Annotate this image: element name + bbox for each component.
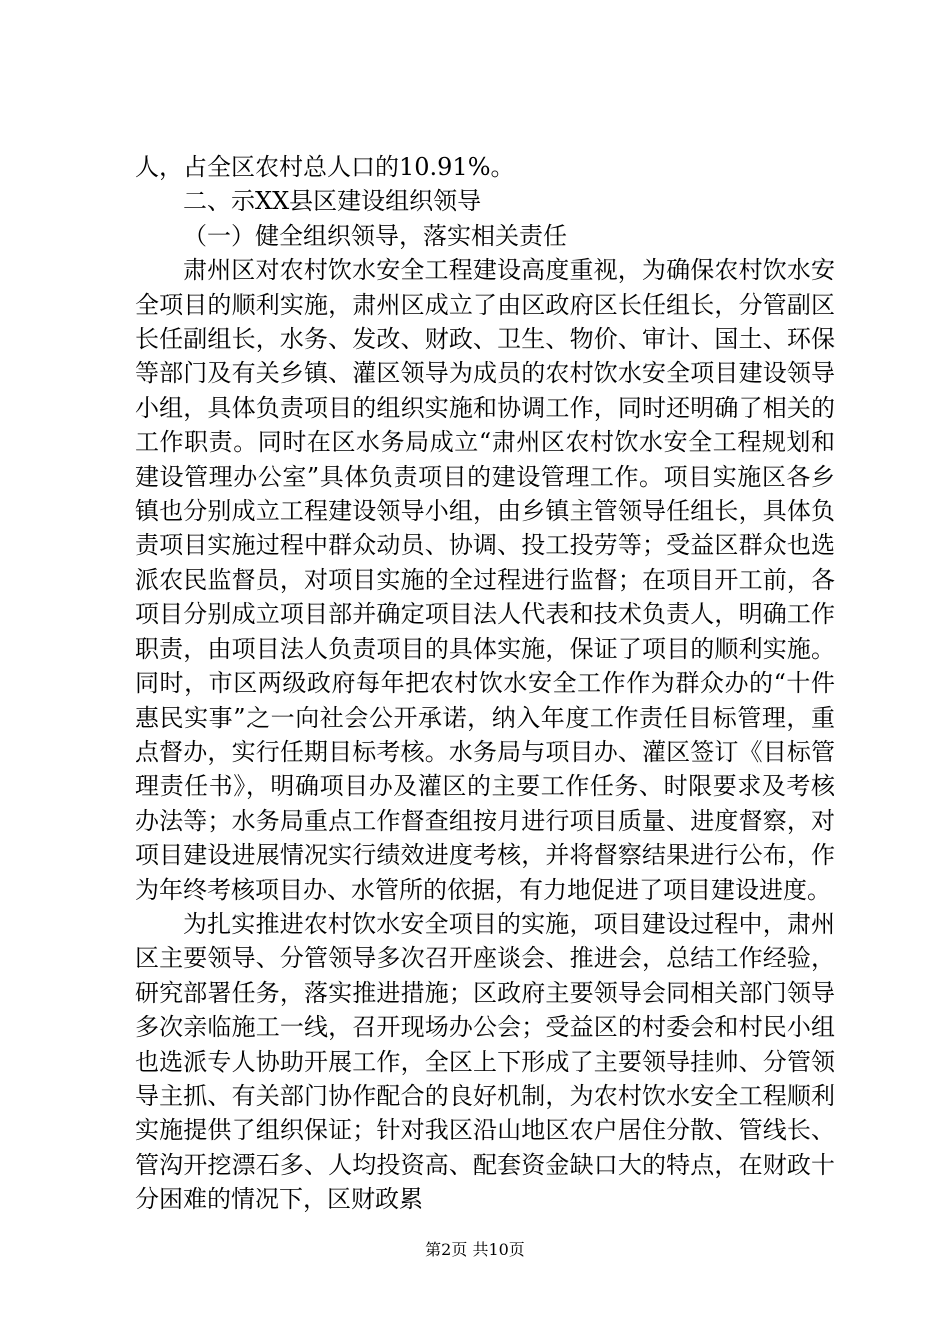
paragraph-continuation: 人，占全区农村总人口的10.91%。 bbox=[135, 153, 515, 181]
paragraph-implementation: 为扎实推进农村饮水安全项目的实施，项目建设过程中，肃州区主要领导、分管领导多次召开座谈会、推进会，总结工作经验，研究部署任务，落实推进措施；区政府主要领导会同相关部门领导多次亲临施工一线，召开现场办公会；受益区的村委会和村民小组也选派专人协助开展工作，全区上下形成了主要领导挂帅、分管领导主抓、有关部门协作配合的良好机制，为农村饮水安全工程顺利实施提供了组织保证；针对我区沿山地区农户居住分散、管线长、管沟开挖漂石多、人均投资高、配套资金缺口大的特点，在财政十分困难的情况下，区财政累 bbox=[135, 909, 835, 1214]
paragraph-organization: 肃州区对农村饮水安全工程建设高度重视，为确保农村饮水安全项目的顺利实施，肃州区成立了由区政府区长任组长，分管副区长任副组长，水务、发改、财政、卫生、物价、审计、国土、环保等部门及有关乡镇、灌区领导为成员的农村饮水安全项目建设领导小组，具体负责项目的组织实施和协调工作，同时还明确了相关的工作职责。同时在区水务局成立“肃州区农村饮水安全工程规划和建设管理办公室”具体负责项目的建设管理工作。项目实施区各乡镇也分别成立工程建设领导小组，由乡镇主管领导任组长，具体负责项目实施过程中群众动员、协调、投工投劳等；受益区群众也选派农民监督员，对项目实施的全过程进行监督；在项目开工前，各项目分别成立项目部并确定项目法人代表和技术负责人，明确工作职责，由项目法人负责项目的具体实施，保证了项目的顺利实施。同时，市区两级政府每年把农村饮水安全工作作为群众办的“十件惠民实事”之一向社会公开承诺，纳入年度工作责任目标管理，重点督办，实行任期目标考核。水务局与项目办、灌区签订《目标管理责任书》，明确项目办及灌区的主要工作任务、时限要求及考核办法等；水务局重点工作督查组按月进行项目质量、进度督察，对项目建设进展情况实行绩效进度考核，并将督察结果进行公布，作为年终考核项目办、水管所的依据，有力地促进了项目建设进度。 bbox=[135, 256, 835, 904]
page-footer: 第2页 共10页 bbox=[425, 1240, 525, 1259]
document-body bbox=[135, 150, 835, 1217]
subsection-heading: （一）健全组织领导，落实相关责任 bbox=[183, 221, 567, 250]
section-heading: 二、示XX县区建设组织领导 bbox=[183, 187, 482, 216]
